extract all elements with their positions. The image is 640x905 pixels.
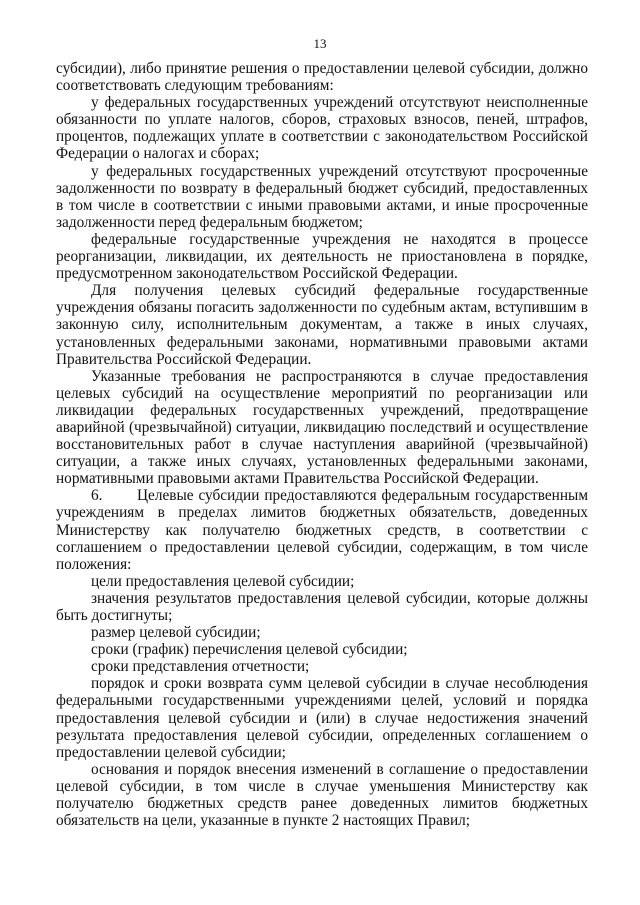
paragraph-continued: субсидии), либо принятие решения о предоставлении целевой субсидии, должно соответствовать следующим требованиям:: [56, 60, 588, 95]
list-item-amount: размер целевой субсидии;: [91, 624, 261, 642]
item-6-text: Целевые субсидии предоставляются федеральным государственным учреждениям в пределах лимитов бюджетных обязательств, доведенных Министерству как получателю бюджетных средств, в соответствии с соглашением о предоставлении целевой субсидии, содержащим, в том числе положения:: [56, 487, 588, 573]
list-item-reporting: сроки представления отчетности;: [91, 658, 310, 676]
paragraph-exceptions: Указанные требования не распространяются в случае предоставления целевых субсидий на осуществление мероприятий по реорганизации или ликвидации федеральных государственных учреждений, предотвращение аварийной (чрезвычайной) ситуации, ликвидацию последствий и осуществление восстановительных работ в случае наступления аварийной (чрезвычайной) ситуации, а также иных случаях, установленных федеральными законами, нормативными правовыми актами Правительства Российской Федерации.: [56, 367, 588, 488]
paragraph-requirement-debts: у федеральных государственных учреждений отсутствуют просроченные задолженности по возврату в федеральный бюджет субсидий, предоставленных в том числе в соответствии с иными правовыми актами, и иные просроченные задолженности перед федеральным бюджетом;: [56, 162, 588, 231]
list-item-results: значения результатов предоставления целевой субсидии, которые должны быть достигнуты;: [56, 589, 588, 624]
paragraph-requirement-reorganization: федеральные государственные учреждения не находятся в процессе реорганизации, ликвидации, их деятельность не приостановлена в порядке, предусмотренном законодательством Российской Федерации.: [56, 230, 588, 283]
page-number: 13: [313, 36, 327, 51]
list-item-refund: порядок и сроки возврата сумм целевой субсидии в случае несоблюдения федеральными государственными учреждениями целей, условий и порядка предоставления целевой субсидии и (или) в случае недостижения значений результата предоставления целевой субсидии, определенных соглашением о предоставлении целевой субсидии;: [56, 675, 588, 761]
item-6-number: 6.: [91, 487, 103, 505]
paragraph-court-debts: Для получения целевых субсидий федеральные государственные учреждения обязаны погасить задолженности по судебным актам, вступившим в законную силу, исполнительным документам, а также в иных случаях, установленных федеральными законами, нормативными правовыми актами Правительства Российской Федерации.: [56, 282, 588, 368]
list-item-amendments: основания и порядок внесения изменений в соглашение о предоставлении целевой субсидии, в том числе в случае уменьшения Министерству как получателю бюджетных средств ранее доведенных лимитов бюджетных обязательств на цели, указанные в пункте 2 настоящих Правил;: [56, 760, 588, 830]
item-6: [56, 487, 588, 572]
list-item-schedule: сроки (график) перечисления целевой субсидии;: [91, 641, 408, 659]
paragraph-requirement-taxes: у федеральных государственных учреждений отсутствуют неисполненные обязанности по уплате налогов, сборов, страховых взносов, пеней, штрафов, процентов, подлежащих уплате в соответствии с законодательством Российской Федерации о налогах и сборах;: [56, 94, 588, 163]
document-body: [56, 60, 588, 829]
list-item-goals: цели предоставления целевой субсидии;: [91, 572, 355, 590]
